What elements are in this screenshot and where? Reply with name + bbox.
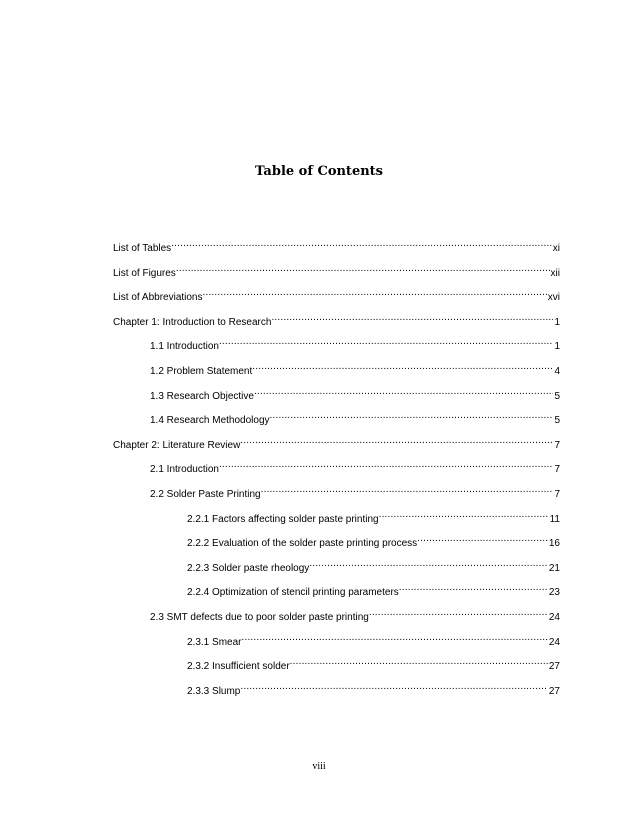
dot-leader <box>241 631 547 645</box>
toc-entry-page: 27 <box>548 661 560 673</box>
toc-entry[interactable] <box>113 434 560 451</box>
toc-entry-label: Chapter 2: Literature Review <box>113 439 241 451</box>
toc-entry[interactable] <box>150 335 560 353</box>
toc-entry-page: 5 <box>554 415 560 427</box>
dot-leader <box>399 581 548 595</box>
toc-entry-label: 2.3 SMT defects due to poor solder paste printing <box>150 612 369 623</box>
dot-leader <box>270 409 554 423</box>
toc-entry[interactable] <box>150 483 560 500</box>
toc-entry-label: 2.2 Solder Paste Printing <box>150 489 261 500</box>
toc-entry-page: 16 <box>548 538 560 550</box>
toc-entry-page: xii <box>550 267 560 279</box>
toc-entry-label: 1.3 Research Objective <box>150 390 254 402</box>
dot-leader <box>176 262 550 276</box>
toc-entry[interactable] <box>187 655 560 673</box>
dot-leader <box>369 606 548 620</box>
toc-entry[interactable] <box>113 262 560 279</box>
toc-entry-page: 21 <box>548 562 560 574</box>
toc-entry-page: 24 <box>548 636 560 648</box>
toc-entry[interactable] <box>187 581 560 599</box>
dot-leader <box>203 286 547 300</box>
toc-entry[interactable] <box>150 606 560 623</box>
toc-entry-label: 1.1 Introduction <box>150 341 219 353</box>
toc-entry-page: xvi <box>547 292 560 304</box>
toc-entry-page: 7 <box>554 489 560 500</box>
toc-entry-page: 1 <box>554 341 560 353</box>
toc-entry-page: 7 <box>554 439 560 451</box>
toc-entry[interactable] <box>150 360 560 377</box>
toc-entry[interactable] <box>113 286 560 304</box>
toc-entry-page: xi <box>552 243 560 254</box>
dot-leader <box>290 655 548 669</box>
toc-entry[interactable] <box>187 508 560 525</box>
toc-entry-label: 2.2.1 Factors affecting solder paste printing <box>187 513 379 525</box>
dot-leader <box>417 532 548 546</box>
toc-heading: Table of Contents <box>255 164 383 179</box>
toc-entry[interactable] <box>187 557 560 574</box>
toc-entry[interactable] <box>113 237 560 254</box>
dot-leader <box>254 385 553 399</box>
toc-entry-page: 27 <box>548 685 560 697</box>
toc-entry-label: 1.4 Research Methodology <box>150 415 270 427</box>
toc-entry-label: 2.2.3 Solder paste rheology <box>187 562 310 574</box>
dot-leader <box>171 237 552 251</box>
dot-leader <box>240 680 548 694</box>
toc-entry-label: 2.2.2 Evaluation of the solder paste printing process <box>187 538 418 550</box>
toc-entry-label: List of Figures <box>113 267 176 279</box>
dot-leader <box>219 335 554 349</box>
toc-entry-label: List of Abbreviations <box>113 292 203 304</box>
toc-entry-page: 4 <box>554 366 560 377</box>
toc-entry-label: 2.3.2 Insufficient solder <box>187 661 290 673</box>
toc-entry[interactable] <box>150 458 560 476</box>
toc-entry[interactable] <box>187 680 560 697</box>
dot-leader <box>271 311 553 325</box>
toc-entry[interactable] <box>150 385 560 402</box>
dot-leader <box>261 483 554 497</box>
dot-leader <box>379 508 549 522</box>
toc-entry-label: 2.2.4 Optimization of stencil printing parameters <box>187 587 399 599</box>
dot-leader <box>309 557 548 571</box>
toc-entry[interactable] <box>187 532 560 550</box>
toc-entry[interactable] <box>113 311 560 328</box>
toc-entry-label: 2.1 Introduction <box>150 464 219 476</box>
toc-entry[interactable] <box>187 631 560 648</box>
toc-entry-page: 23 <box>548 587 560 599</box>
toc-entry-label: Chapter 1: Introduction to Research <box>113 316 272 328</box>
toc-entry-page: 7 <box>554 464 560 476</box>
toc-entry[interactable] <box>150 409 560 427</box>
toc-entry-label: List of Tables <box>113 243 172 254</box>
toc-entry-page: 1 <box>554 316 560 328</box>
dot-leader <box>219 458 554 472</box>
dot-leader <box>240 434 553 448</box>
page-number: viii <box>312 761 326 772</box>
toc-entry-label: 2.3.3 Slump <box>187 685 241 697</box>
toc-entry-label: 2.3.1 Smear <box>187 636 242 648</box>
toc-entry-label: 1.2 Problem Statement <box>150 366 253 377</box>
toc-entry-page: 5 <box>554 390 560 402</box>
toc-entry-page: 24 <box>548 612 560 623</box>
dot-leader <box>252 360 553 374</box>
toc-entry-page: 11 <box>549 513 560 525</box>
